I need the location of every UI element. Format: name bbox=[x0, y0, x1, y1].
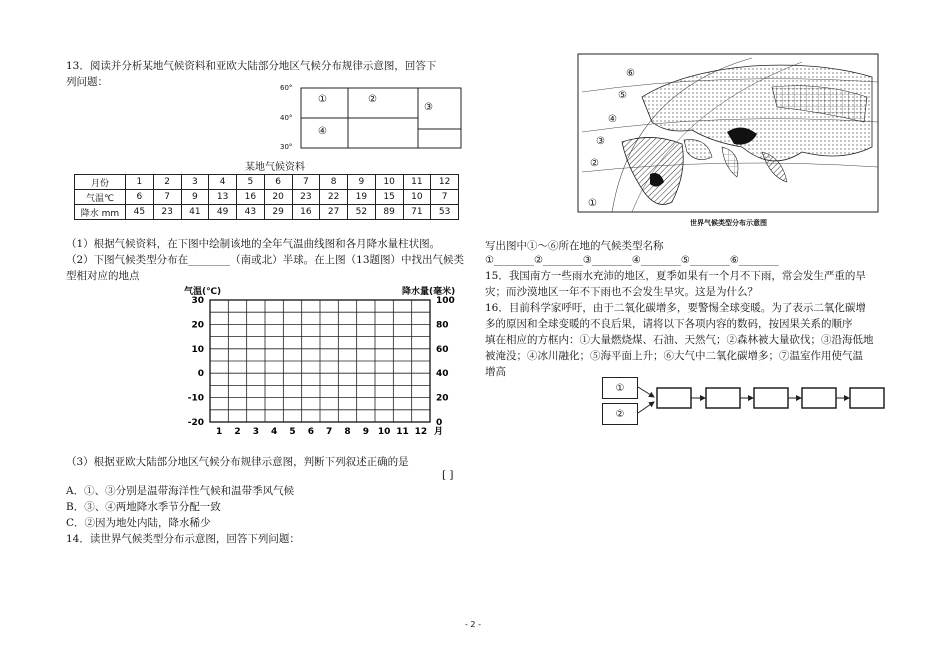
q14-blanks: ①________②________③________④________⑤________⑥________ bbox=[485, 255, 779, 266]
region-1-label: ① bbox=[318, 94, 327, 105]
table-cell: 16 bbox=[237, 190, 265, 205]
q13-sub1: （1）根据气候资料，在下图中绘制该地的全年气温曲线图和各月降水量柱状图。 bbox=[66, 238, 441, 250]
table-cell: 10 bbox=[403, 190, 431, 205]
month-tick-label: 4 bbox=[271, 427, 278, 437]
table-cell: 89 bbox=[375, 205, 403, 220]
eurasia-climate-diagram bbox=[280, 82, 465, 152]
q16-line4: 被淹没；④冰川融化；⑤海平面上升；⑥大气中二氧化碳增多；⑦温室作用使气温 bbox=[485, 350, 863, 362]
table-cell: 20 bbox=[264, 190, 292, 205]
precip-axis-label: 降水量(毫米) bbox=[402, 287, 456, 297]
map-marker-6: ⑥ bbox=[626, 68, 635, 79]
map-figure bbox=[572, 52, 892, 217]
temp-tick-label: -10 bbox=[187, 393, 204, 404]
temp-tick-label: 30 bbox=[191, 296, 204, 306]
month-unit-label: 月 bbox=[434, 427, 444, 437]
table-cell: 6 bbox=[264, 175, 292, 190]
table-row bbox=[75, 205, 459, 220]
table-cell: 7 bbox=[153, 190, 181, 205]
table-row-header: 降水 mm bbox=[75, 205, 126, 220]
month-tick-label: 12 bbox=[414, 427, 428, 437]
month-tick-label: 7 bbox=[326, 427, 333, 437]
q14-write: 写出图中①～⑥所在地的气候类型名称 bbox=[485, 240, 664, 252]
map-marker-1: ① bbox=[588, 198, 597, 209]
flow-arrows bbox=[600, 375, 900, 427]
table-cell: 3 bbox=[181, 175, 209, 190]
q15-line1: 15．我国南方一些雨水充沛的地区，夏季如果有一个月不下雨，常会发生严重的旱 bbox=[485, 270, 866, 282]
table-cell: 7 bbox=[292, 175, 320, 190]
month-tick-label: 1 bbox=[216, 427, 223, 437]
precip-tick-label: 80 bbox=[436, 320, 449, 331]
precip-tick-label: 0 bbox=[436, 418, 443, 428]
q13-intro: 13．阅读并分析某地气候资料和亚欧大陆部分地区气候分布规律示意图，回答下 bbox=[66, 60, 437, 72]
flow-box-1: ① bbox=[602, 377, 638, 399]
table-cell: 2 bbox=[153, 175, 181, 190]
table-cell: 27 bbox=[320, 205, 348, 220]
q16-line1: 16．目前科学家呼吁，由于二氧化碳增多，要警惕全球变暖。为了表示二氧化碳增 bbox=[485, 302, 866, 314]
table-cell: 45 bbox=[126, 205, 154, 220]
month-tick-label: 8 bbox=[344, 427, 351, 437]
table-row bbox=[75, 190, 459, 205]
temp-axis-label: 气温(℃) bbox=[184, 287, 222, 297]
table-cell: 5 bbox=[237, 175, 265, 190]
table-cell: 49 bbox=[209, 205, 237, 220]
table-cell: 22 bbox=[320, 190, 348, 205]
region-2-label: ② bbox=[368, 94, 377, 105]
table-cell: 53 bbox=[431, 205, 459, 220]
world-climate-map bbox=[572, 52, 892, 230]
table-cell: 52 bbox=[348, 205, 376, 220]
table-cell: 13 bbox=[209, 190, 237, 205]
map-marker-5: ⑤ bbox=[618, 90, 627, 101]
q15-line2: 灾；而沙漠地区一年不下雨也不会发生旱灾。这是为什么？ bbox=[485, 286, 758, 298]
q13-sub3: （3）根据亚欧大陆部分地区气候分布规律示意图，判断下列叙述正确的是 bbox=[66, 456, 409, 468]
table-cell: 11 bbox=[403, 175, 431, 190]
option-a: A．①、③分别是温带海洋性气候和温带季风气候 bbox=[66, 485, 295, 497]
precip-tick-label: 40 bbox=[436, 369, 449, 380]
month-tick-label: 2 bbox=[234, 427, 241, 437]
climate-chart bbox=[180, 282, 480, 442]
q13-sub2-cont: 型相对应的地点 bbox=[66, 270, 140, 282]
table-cell: 9 bbox=[348, 175, 376, 190]
map-marker-2: ② bbox=[590, 158, 599, 169]
table-cell: 15 bbox=[375, 190, 403, 205]
table-row-header: 气温℃ bbox=[75, 190, 126, 205]
temp-tick-label: 20 bbox=[191, 320, 204, 331]
month-tick-label: 6 bbox=[307, 427, 314, 437]
table-cell: 10 bbox=[375, 175, 403, 190]
option-b: B．③、④两地降水季节分配一致 bbox=[66, 501, 221, 513]
month-tick-label: 11 bbox=[396, 427, 409, 437]
table-cell: 23 bbox=[153, 205, 181, 220]
page-number: - 2 - bbox=[465, 620, 481, 629]
table-cell: 43 bbox=[237, 205, 265, 220]
table-row-header: 月份 bbox=[75, 175, 126, 190]
map-caption: 世界气候类型分布示意图 bbox=[690, 219, 767, 227]
month-tick-label: 5 bbox=[289, 427, 296, 437]
map-marker-4: ④ bbox=[608, 114, 617, 125]
precip-tick-label: 60 bbox=[436, 344, 449, 355]
temp-tick-label: 10 bbox=[191, 344, 204, 355]
q16-line3: 填在相应的方框内：①大量燃烧煤、石油、天然气；②森林被大量砍伐；③沿海低地 bbox=[485, 334, 874, 346]
temp-tick-label: -20 bbox=[187, 418, 204, 428]
table-cell: 1 bbox=[126, 175, 154, 190]
precip-tick-label: 100 bbox=[436, 296, 455, 306]
table-cell: 41 bbox=[181, 205, 209, 220]
answer-bracket: [ ] bbox=[442, 469, 454, 481]
flow-box-2: ② bbox=[602, 403, 638, 425]
table-cell: 6 bbox=[126, 190, 154, 205]
lat-40-label: 40° bbox=[280, 114, 293, 122]
q16-line5: 增高 bbox=[485, 366, 506, 378]
month-tick-label: 3 bbox=[252, 427, 259, 437]
chart-grid bbox=[180, 282, 480, 442]
region-3-label: ③ bbox=[424, 102, 433, 113]
q14-intro: 14．读世界气候类型分布示意图，回答下列问题： bbox=[66, 533, 300, 545]
table-cell: 4 bbox=[209, 175, 237, 190]
precip-tick-label: 20 bbox=[436, 393, 449, 404]
table-row bbox=[75, 175, 459, 190]
table-cell: 23 bbox=[292, 190, 320, 205]
q16-line2: 多的原因和全球变暖的不良后果，请将以下各项内容的数码，按因果关系的顺序 bbox=[485, 318, 853, 330]
table-cell: 9 bbox=[181, 190, 209, 205]
table-cell: 7 bbox=[431, 190, 459, 205]
q13-sub2: （2）下图气候类型分布在________（南或北）半球。在上图（13题图）中找出气候类 bbox=[66, 254, 465, 266]
table-title: 某地气候资料 bbox=[245, 162, 305, 173]
table-cell: 16 bbox=[292, 205, 320, 220]
table-cell: 12 bbox=[431, 175, 459, 190]
option-c: C．②因为地处内陆，降水稀少 bbox=[66, 517, 211, 529]
q13-intro-cont: 列问题： bbox=[66, 76, 108, 88]
lat-60-label: 60° bbox=[280, 84, 293, 92]
climate-data-table bbox=[74, 174, 459, 220]
table-cell: 71 bbox=[403, 205, 431, 220]
month-tick-label: 9 bbox=[362, 427, 369, 437]
table-cell: 19 bbox=[348, 190, 376, 205]
map-marker-3: ③ bbox=[596, 136, 605, 147]
temp-tick-label: 0 bbox=[197, 369, 204, 380]
month-tick-label: 10 bbox=[377, 427, 391, 437]
lat-30-label: 30° bbox=[280, 143, 293, 151]
table-cell: 29 bbox=[264, 205, 292, 220]
table-cell: 8 bbox=[320, 175, 348, 190]
region-4-label: ④ bbox=[318, 126, 327, 137]
